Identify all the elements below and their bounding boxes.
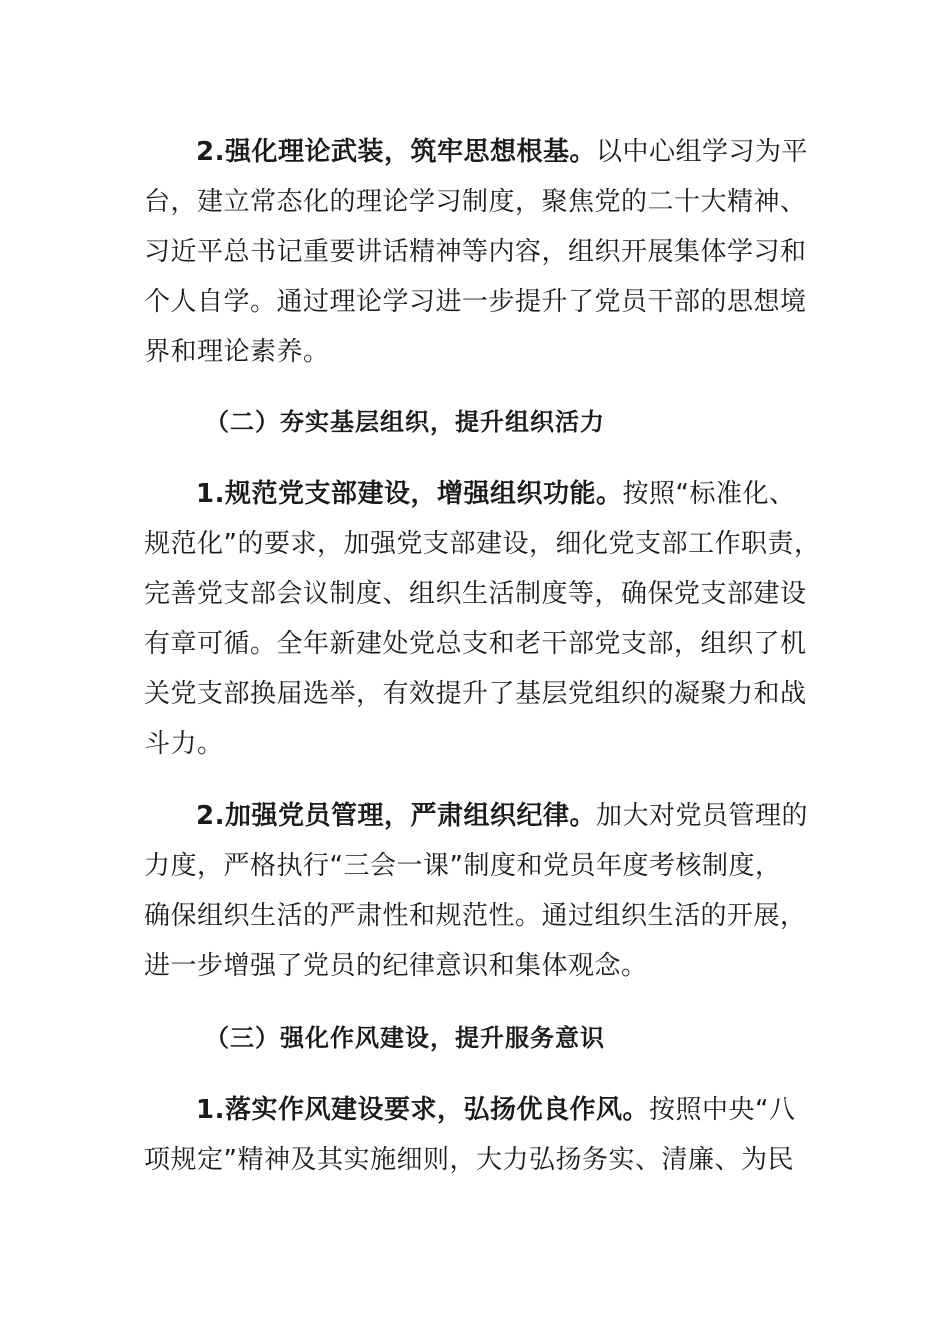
section-heading: （三）强化作风建设，提升服务意识 (205, 1024, 605, 1052)
item-text: 按照“标准化、 (622, 479, 796, 509)
paragraph-line: 进一步增强了党员的纪律意识和集体观念。 (144, 951, 648, 981)
paragraph-line: 完善党支部会议制度、组织生活制度等，确保党支部建设 (144, 579, 807, 609)
paragraph-line (196, 799, 808, 833)
item-text: 按照中央“八 (648, 1095, 796, 1125)
item-title: 1.落实作风建设要求，弘扬优良作风。 (196, 1095, 649, 1125)
item-title: 1.规范党支部建设，增强组织功能。 (196, 479, 623, 509)
paragraph-line (196, 1093, 795, 1127)
paragraph-line: 斗力。 (144, 729, 224, 759)
paragraph-line: 确保组织生活的严肃性和规范性。通过组织生活的开展， (144, 901, 807, 931)
paragraph-line: 界和理论素养。 (144, 337, 330, 367)
paragraph-line (196, 477, 795, 511)
section-heading: （二）夯实基层组织，提升组织活力 (205, 408, 605, 436)
paragraph-line: 关党支部换届选举，有效提升了基层党组织的凝聚力和战 (144, 679, 807, 709)
paragraph-line: 个人自学。通过理论学习进一步提升了党员干部的思想境 (144, 287, 807, 317)
item-title: 2.强化理论武装，筑牢思想根基。 (196, 137, 596, 167)
paragraph-line (196, 135, 808, 169)
paragraph-line: 台，建立常态化的理论学习制度，聚焦党的二十大精神、 (144, 187, 807, 217)
paragraph-line: 力度，严格执行“三会一课”制度和党员年度考核制度， (144, 851, 782, 881)
item-text: 以中心组学习为平 (595, 137, 808, 167)
paragraph-line: 有章可循。全年新建处党总支和老干部党支部，组织了机 (144, 629, 807, 659)
item-title: 2.加强党员管理，严肃组织纪律。 (196, 801, 596, 831)
item-text: 加大对党员管理的 (595, 801, 808, 831)
paragraph-line: 习近平总书记重要讲话精神等内容，组织开展集体学习和 (144, 237, 807, 267)
paragraph-line: 规范化”的要求，加强党支部建设，细化党支部工作职责， (144, 529, 821, 559)
paragraph-line: 项规定”精神及其实施细则，大力弘扬务实、清廉、为民 (144, 1145, 794, 1175)
